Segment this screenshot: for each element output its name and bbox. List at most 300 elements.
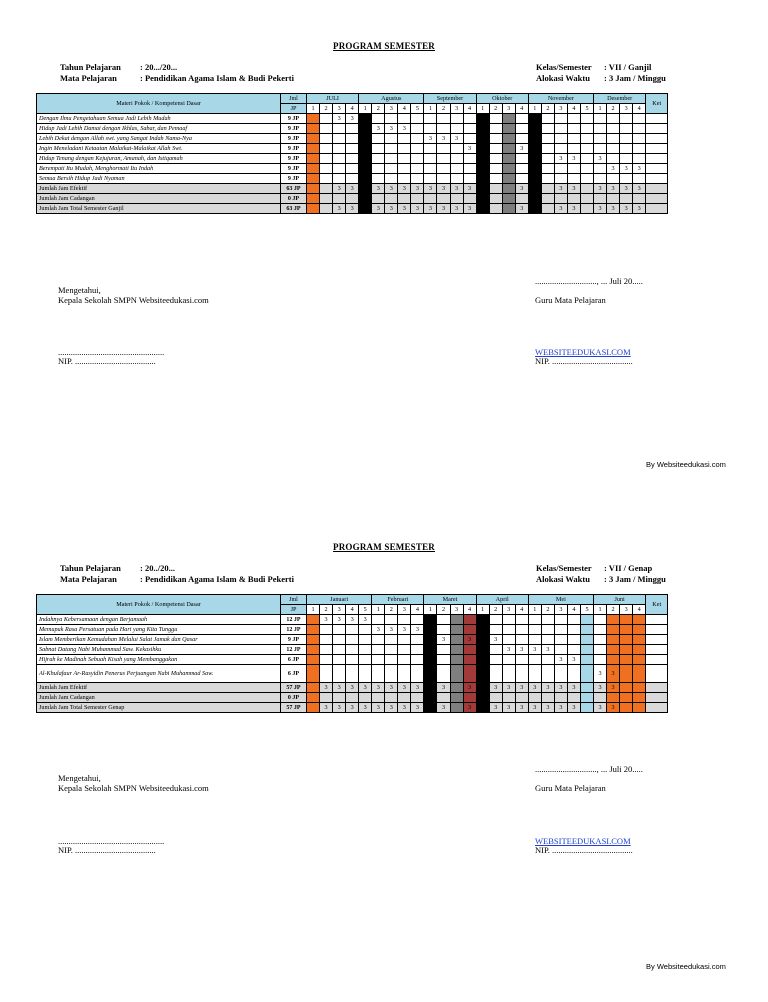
week-cell xyxy=(411,114,424,124)
week-cell xyxy=(333,134,346,144)
week-cell xyxy=(307,693,320,703)
week-cell xyxy=(515,134,528,144)
week-cell xyxy=(307,655,320,665)
week-cell: 3 xyxy=(372,184,385,194)
alokasi-value: : 3 Jam / Minggu xyxy=(604,73,666,83)
week-cell xyxy=(489,625,502,635)
week-cell: 3 xyxy=(463,204,476,214)
week-cell: 3 xyxy=(594,665,607,683)
week-cell xyxy=(594,174,607,184)
week-cell: 3 xyxy=(567,655,580,665)
table-row xyxy=(37,655,668,665)
week-number: 1 xyxy=(594,605,607,615)
week-cell xyxy=(463,134,476,144)
week-cell xyxy=(307,683,320,693)
week-number: 2 xyxy=(372,104,385,114)
week-number: 1 xyxy=(594,104,607,114)
week-cell xyxy=(541,174,554,184)
week-cell xyxy=(463,194,476,204)
week-cell xyxy=(633,194,646,204)
week-cell: 3 xyxy=(463,635,476,645)
week-cell xyxy=(333,124,346,134)
week-cell xyxy=(528,693,541,703)
week-cell xyxy=(620,703,633,713)
week-cell xyxy=(385,144,398,154)
week-cell xyxy=(489,194,502,204)
week-cell: 3 xyxy=(528,645,541,655)
week-cell: 3 xyxy=(528,703,541,713)
week-cell xyxy=(489,615,502,625)
week-cell xyxy=(320,655,333,665)
week-cell xyxy=(320,174,333,184)
week-cell xyxy=(398,164,411,174)
week-cell xyxy=(554,635,567,645)
week-cell xyxy=(307,184,320,194)
week-number: 2 xyxy=(437,104,450,114)
week-cell xyxy=(424,154,437,164)
info-left xyxy=(60,563,294,585)
week-cell xyxy=(502,204,515,214)
week-cell xyxy=(489,204,502,214)
jp-cell: 9 JP xyxy=(281,124,307,134)
week-cell xyxy=(554,134,567,144)
week-cell: 3 xyxy=(554,703,567,713)
ket-cell xyxy=(646,144,668,154)
nip-left: NIP. ...................................... xyxy=(58,845,156,855)
jp-cell: 9 JP xyxy=(281,144,307,154)
week-cell: 3 xyxy=(450,134,463,144)
week-cell xyxy=(424,693,437,703)
week-cell xyxy=(320,194,333,204)
week-cell: 3 xyxy=(450,204,463,214)
month-header: Mei xyxy=(528,595,593,605)
week-cell xyxy=(398,134,411,144)
month-header: JULI xyxy=(307,94,359,104)
alokasi-label: Alokasi Waktu xyxy=(536,574,590,584)
materi-cell: Islam Memberikan Kemudahan Melalui Salat Jamak dan Qasar xyxy=(37,635,281,645)
week-cell xyxy=(476,114,489,124)
week-cell xyxy=(515,665,528,683)
week-cell xyxy=(437,114,450,124)
week-cell xyxy=(607,174,620,184)
week-cell: 3 xyxy=(424,134,437,144)
week-number: 3 xyxy=(333,605,346,615)
week-cell xyxy=(437,194,450,204)
week-cell xyxy=(541,134,554,144)
week-cell xyxy=(346,635,359,645)
week-cell xyxy=(476,683,489,693)
week-cell xyxy=(346,625,359,635)
week-cell xyxy=(580,635,593,645)
week-cell xyxy=(567,693,580,703)
week-cell xyxy=(541,615,554,625)
table-row xyxy=(37,615,668,625)
week-cell xyxy=(437,625,450,635)
week-cell xyxy=(450,124,463,134)
week-cell xyxy=(359,645,372,655)
week-cell xyxy=(528,184,541,194)
table-row xyxy=(37,625,668,635)
week-cell xyxy=(633,683,646,693)
week-cell xyxy=(554,615,567,625)
week-cell xyxy=(554,114,567,124)
header-row xyxy=(37,94,668,104)
week-cell xyxy=(489,655,502,665)
week-cell: 3 xyxy=(359,615,372,625)
week-cell xyxy=(541,693,554,703)
nip-right: NIP. ...................................... xyxy=(535,356,633,366)
week-cell xyxy=(424,665,437,683)
week-cell xyxy=(411,154,424,164)
nip-right: NIP. ...................................... xyxy=(535,845,633,855)
ket-cell xyxy=(646,683,668,693)
week-cell: 3 xyxy=(463,683,476,693)
week-number: 4 xyxy=(346,104,359,114)
week-cell xyxy=(620,124,633,134)
materi-cell: Sabnat Datang Nabi Muhammad Saw. Kekasihku xyxy=(37,645,281,655)
week-cell xyxy=(528,204,541,214)
nip-left: NIP. ...................................... xyxy=(58,356,156,366)
week-number: 1 xyxy=(359,104,372,114)
week-cell xyxy=(580,134,593,144)
week-cell xyxy=(607,615,620,625)
week-cell xyxy=(411,693,424,703)
week-cell xyxy=(541,204,554,214)
week-cell: 3 xyxy=(333,703,346,713)
week-cell xyxy=(450,703,463,713)
week-cell: 3 xyxy=(346,703,359,713)
week-cell xyxy=(359,635,372,645)
week-cell xyxy=(620,655,633,665)
week-cell xyxy=(346,134,359,144)
week-cell xyxy=(450,693,463,703)
week-number: 2 xyxy=(607,104,620,114)
week-number: 4 xyxy=(633,605,646,615)
week-cell xyxy=(333,154,346,164)
week-cell xyxy=(359,154,372,164)
week-cell xyxy=(541,655,554,665)
week-cell xyxy=(502,134,515,144)
ket-cell xyxy=(646,703,668,713)
week-cell xyxy=(476,665,489,683)
week-cell: 3 xyxy=(515,144,528,154)
week-cell xyxy=(307,615,320,625)
materi-cell: Jumlah Jam Cadangan xyxy=(37,693,281,703)
week-number: 3 xyxy=(620,104,633,114)
week-cell: 3 xyxy=(554,154,567,164)
week-cell xyxy=(385,655,398,665)
week-number: 1 xyxy=(424,104,437,114)
table-row xyxy=(37,134,668,144)
week-cell: 3 xyxy=(620,184,633,194)
ket-cell xyxy=(646,174,668,184)
week-cell xyxy=(320,645,333,655)
week-cell xyxy=(502,665,515,683)
week-cell xyxy=(385,635,398,645)
week-cell xyxy=(411,615,424,625)
jp-cell: 9 JP xyxy=(281,134,307,144)
week-cell xyxy=(398,645,411,655)
jp-cell: 12 JP xyxy=(281,625,307,635)
week-cell xyxy=(528,144,541,154)
week-cell xyxy=(489,693,502,703)
week-cell xyxy=(620,194,633,204)
week-cell: 3 xyxy=(607,665,620,683)
info-right xyxy=(536,563,666,585)
week-number: 4 xyxy=(515,605,528,615)
week-cell xyxy=(607,625,620,635)
week-cell xyxy=(607,154,620,164)
materi-cell: Hidup Jadi Lebih Damai dengan Ikhlas, Sabar, dan Pemaaf xyxy=(37,124,281,134)
week-cell xyxy=(411,194,424,204)
week-cell xyxy=(320,144,333,154)
materi-cell: Berempati Itu Mudah, Menghormati Itu Indah xyxy=(37,164,281,174)
week-cell xyxy=(633,144,646,154)
week-cell: 3 xyxy=(515,703,528,713)
week-cell xyxy=(320,124,333,134)
week-cell xyxy=(476,154,489,164)
week-cell xyxy=(476,164,489,174)
week-cell: 3 xyxy=(633,204,646,214)
ket-cell xyxy=(646,194,668,204)
week-number: 1 xyxy=(307,104,320,114)
semester-genap-page xyxy=(0,501,768,1002)
week-cell xyxy=(620,625,633,635)
month-header: Februari xyxy=(372,595,424,605)
week-cell xyxy=(450,683,463,693)
week-cell xyxy=(580,693,593,703)
week-cell: 3 xyxy=(515,204,528,214)
week-cell xyxy=(580,194,593,204)
week-cell: 3 xyxy=(333,114,346,124)
week-cell: 3 xyxy=(437,134,450,144)
guru-name-link[interactable]: WEBSITEEDUKASI.COM xyxy=(535,347,631,357)
jp-cell: 0 JP xyxy=(281,194,307,204)
jp-cell: 12 JP xyxy=(281,615,307,625)
table-row xyxy=(37,124,668,134)
week-cell xyxy=(372,194,385,204)
week-cell xyxy=(633,625,646,635)
week-cell xyxy=(515,693,528,703)
week-cell xyxy=(515,114,528,124)
week-cell xyxy=(424,645,437,655)
week-number: 1 xyxy=(307,605,320,615)
week-cell xyxy=(307,635,320,645)
week-cell xyxy=(541,665,554,683)
month-header: September xyxy=(424,94,476,104)
week-number: 5 xyxy=(580,104,593,114)
week-cell xyxy=(424,703,437,713)
month-header: Desember xyxy=(594,94,646,104)
week-cell xyxy=(594,655,607,665)
jp-cell: 6 JP xyxy=(281,665,307,683)
week-cell: 3 xyxy=(554,204,567,214)
materi-cell: Jumlah Jam Total Semester Ganjil xyxy=(37,204,281,214)
guru-label: Guru Mata Pelajaran xyxy=(535,295,606,305)
week-cell xyxy=(528,625,541,635)
materi-cell: Dengan Ilmu Pengetahuan Semua Jadi Lebih Mudah xyxy=(37,114,281,124)
materi-cell: Hidup Tenang dengan Kejujuran, Amanah, dan Istiqamah xyxy=(37,154,281,164)
jp-cell: 57 JP xyxy=(281,703,307,713)
week-cell: 3 xyxy=(437,635,450,645)
week-cell xyxy=(476,124,489,134)
week-cell: 3 xyxy=(398,204,411,214)
alokasi-label: Alokasi Waktu xyxy=(536,73,590,83)
week-cell: 3 xyxy=(620,204,633,214)
week-cell: 3 xyxy=(594,154,607,164)
tahun-label: Tahun Pelajaran xyxy=(60,563,121,573)
summary-row xyxy=(37,184,668,194)
week-cell xyxy=(580,174,593,184)
week-number: 3 xyxy=(620,605,633,615)
week-cell xyxy=(594,645,607,655)
week-cell: 3 xyxy=(333,683,346,693)
week-cell xyxy=(502,114,515,124)
week-cell xyxy=(476,703,489,713)
week-cell xyxy=(463,615,476,625)
week-cell xyxy=(450,655,463,665)
jp-cell: 9 JP xyxy=(281,174,307,184)
week-cell xyxy=(372,154,385,164)
week-cell xyxy=(346,154,359,164)
tahun-value: : 20.../20... xyxy=(140,62,178,72)
week-cell xyxy=(320,154,333,164)
week-cell: 3 xyxy=(515,645,528,655)
week-cell xyxy=(398,615,411,625)
week-cell xyxy=(554,665,567,683)
week-cell xyxy=(463,665,476,683)
materi-cell: Jumlah Jam Cadangan xyxy=(37,194,281,204)
week-cell xyxy=(620,114,633,124)
week-cell xyxy=(502,635,515,645)
week-cell xyxy=(333,144,346,154)
week-cell xyxy=(307,194,320,204)
week-cell xyxy=(320,204,333,214)
week-cell: 3 xyxy=(541,683,554,693)
week-cell xyxy=(333,693,346,703)
month-header: April xyxy=(476,595,528,605)
week-cell xyxy=(633,114,646,124)
week-cell: 3 xyxy=(320,703,333,713)
header-jp: JP xyxy=(281,104,307,114)
week-number: 2 xyxy=(607,605,620,615)
credit-text: By Websiteedukasi.com xyxy=(646,962,726,971)
week-cell xyxy=(567,194,580,204)
week-cell xyxy=(463,154,476,164)
week-cell xyxy=(541,154,554,164)
week-number: 2 xyxy=(489,104,502,114)
week-cell xyxy=(515,615,528,625)
week-cell xyxy=(502,164,515,174)
alokasi-value: : 3 Jam / Minggu xyxy=(604,574,666,584)
week-cell xyxy=(541,194,554,204)
week-cell xyxy=(333,655,346,665)
week-cell: 3 xyxy=(437,184,450,194)
week-cell: 3 xyxy=(554,683,567,693)
week-cell: 3 xyxy=(463,703,476,713)
header-materi: Materi Pokok / Kompetensi Dasar xyxy=(37,595,281,615)
table-row xyxy=(37,635,668,645)
week-cell xyxy=(476,174,489,184)
table-row xyxy=(37,645,668,655)
month-header: Agustus xyxy=(359,94,424,104)
week-cell xyxy=(320,635,333,645)
week-cell xyxy=(528,154,541,164)
week-cell xyxy=(307,204,320,214)
guru-name-link[interactable]: WEBSITEEDUKASI.COM xyxy=(535,836,631,846)
week-cell xyxy=(607,635,620,645)
week-number: 1 xyxy=(528,605,541,615)
week-cell xyxy=(541,625,554,635)
week-cell xyxy=(320,665,333,683)
week-cell xyxy=(385,114,398,124)
week-cell xyxy=(620,693,633,703)
week-cell xyxy=(372,645,385,655)
table-row xyxy=(37,114,668,124)
week-cell: 3 xyxy=(594,184,607,194)
week-number: 1 xyxy=(476,104,489,114)
week-cell xyxy=(607,144,620,154)
week-number: 4 xyxy=(463,605,476,615)
week-cell xyxy=(489,134,502,144)
jp-cell: 57 JP xyxy=(281,683,307,693)
week-cell: 3 xyxy=(372,204,385,214)
week-cell xyxy=(463,655,476,665)
week-cell xyxy=(541,124,554,134)
week-cell xyxy=(398,154,411,164)
week-cell xyxy=(528,134,541,144)
jp-cell: 63 JP xyxy=(281,184,307,194)
week-cell xyxy=(385,194,398,204)
week-cell xyxy=(320,134,333,144)
week-cell xyxy=(633,655,646,665)
week-cell xyxy=(372,114,385,124)
month-header: Maret xyxy=(424,595,476,605)
jp-cell: 9 JP xyxy=(281,164,307,174)
week-cell xyxy=(580,665,593,683)
week-cell: 3 xyxy=(346,114,359,124)
jp-cell: 12 JP xyxy=(281,645,307,655)
materi-cell: Indahnya Kebersamaan dengan Berjamaah xyxy=(37,615,281,625)
week-cell xyxy=(359,625,372,635)
week-cell xyxy=(463,645,476,655)
week-cell xyxy=(320,184,333,194)
ket-cell xyxy=(646,655,668,665)
kelas-label: Kelas/Semester xyxy=(536,563,592,573)
ket-cell xyxy=(646,615,668,625)
ket-cell xyxy=(646,124,668,134)
materi-cell: Semua Bersih Hidup Jadi Nyaman xyxy=(37,174,281,184)
week-cell xyxy=(450,194,463,204)
week-cell xyxy=(398,194,411,204)
table-row xyxy=(37,665,668,683)
week-cell xyxy=(580,655,593,665)
week-cell xyxy=(528,124,541,134)
week-cell: 3 xyxy=(333,184,346,194)
week-number: 4 xyxy=(567,605,580,615)
week-cell xyxy=(307,665,320,683)
table-row xyxy=(37,174,668,184)
week-cell xyxy=(476,693,489,703)
week-number: 1 xyxy=(476,605,489,615)
week-cell xyxy=(424,655,437,665)
ket-cell xyxy=(646,665,668,683)
week-cell xyxy=(424,164,437,174)
week-cell xyxy=(541,114,554,124)
week-cell xyxy=(567,615,580,625)
week-cell xyxy=(502,124,515,134)
week-cell xyxy=(633,134,646,144)
